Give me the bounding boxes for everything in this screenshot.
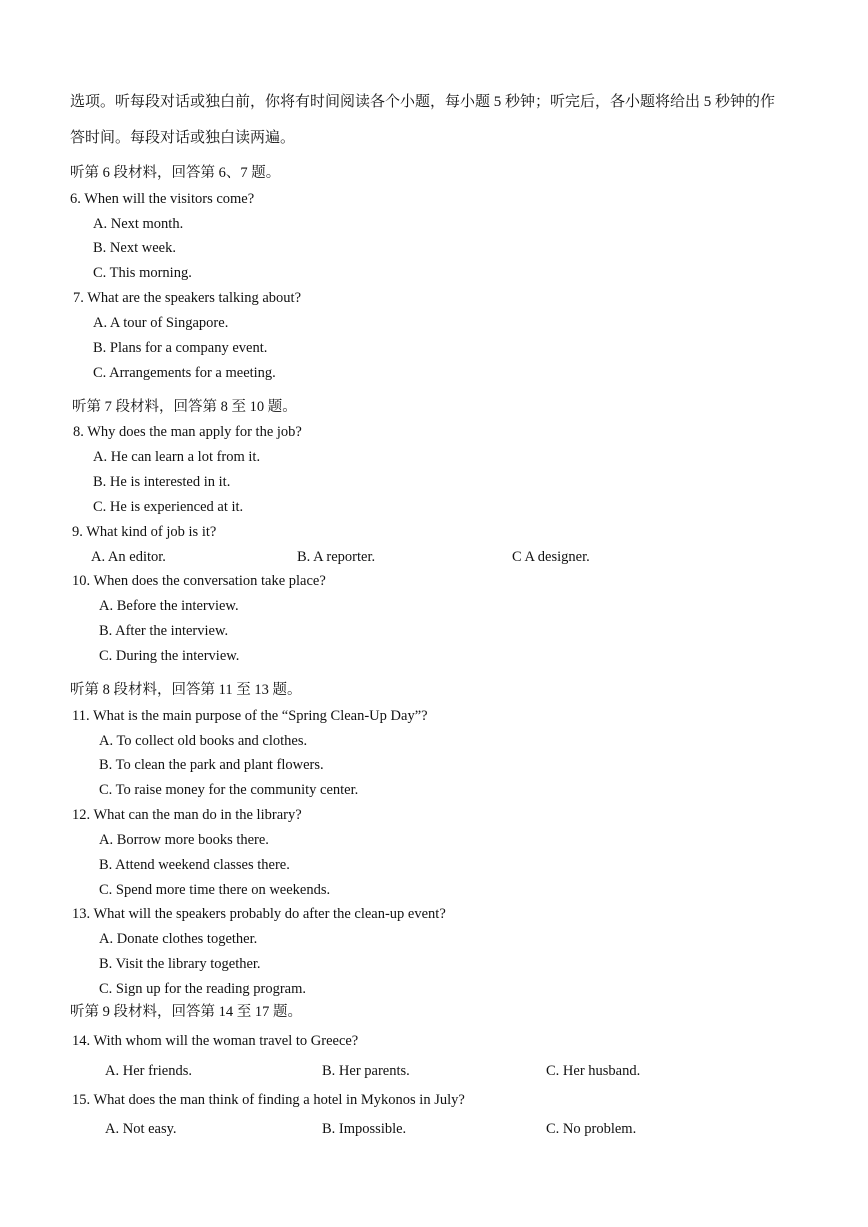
question-11: 11. What is the main purpose of the “Spring Clean-Up Day”? [72,708,428,724]
option-13b: B. Visit the library together. [99,956,261,972]
option-11b: B. To clean the park and plant flowers. [99,757,324,773]
option-6b: B. Next week. [93,240,176,256]
option-10a: A. Before the interview. [99,598,239,614]
option-11c: C. To raise money for the community center. [99,782,359,798]
option-9b: B. A reporter. [297,549,376,565]
option-13c: C. Sign up for the reading program. [99,981,306,997]
option-14b: B. Her parents. [322,1063,410,1079]
section-heading-8: 听第 8 段材料，回答第 11 至 13 题。 [70,682,302,698]
question-15: 15. What does the man think of finding a hotel in Mykonos in July? [72,1092,465,1108]
option-7b: B. Plans for a company event. [93,340,268,356]
option-14a: A. Her friends. [105,1063,192,1079]
option-7a: A. A tour of Singapore. [93,315,229,331]
option-8b: B. He is interested in it. [93,474,231,490]
section-heading-7: 听第 7 段材料，回答第 8 至 10 题。 [72,399,297,415]
option-9c: C A designer. [512,549,590,565]
option-12b: B. Attend weekend classes there. [99,857,290,873]
question-7: 7. What are the speakers talking about? [73,290,302,306]
option-11a: A. To collect old books and clothes. [99,733,308,749]
option-15c: C. No problem. [546,1121,637,1137]
question-8: 8. Why does the man apply for the job? [73,424,302,440]
intro-line-2: 答时间。每段对话或独白读两遍。 [70,130,296,146]
option-13a: A. Donate clothes together. [99,931,258,947]
option-12c: C. Spend more time there on weekends. [99,882,331,898]
option-14c: C. Her husband. [546,1063,641,1079]
option-9a: A. An editor. [91,549,166,565]
option-8a: A. He can learn a lot from it. [93,449,261,465]
section-heading-9: 听第 9 段材料，回答第 14 至 17 题。 [70,1004,302,1020]
option-6c: C. This morning. [93,265,192,281]
question-6: 6. When will the visitors come? [70,191,255,207]
option-8c: C. He is experienced at it. [93,499,244,515]
question-14: 14. With whom will the woman travel to Greece? [72,1033,359,1049]
question-13: 13. What will the speakers probably do after the clean-up event? [72,906,446,922]
question-12: 12. What can the man do in the library? [72,807,302,823]
question-9: 9. What kind of job is it? [72,524,217,540]
question-10: 10. When does the conversation take place? [72,573,326,589]
option-6a: A. Next month. [93,216,184,232]
option-10c: C. During the interview. [99,648,240,664]
option-10b: B. After the interview. [99,623,229,639]
intro-line-1: 选项。听每段对话或独白前，你将有时间阅读各个小题，每小题 5 秒钟；听完后，各小题将给出 5 秒钟的作 [70,94,776,110]
option-15b: B. Impossible. [322,1121,407,1137]
section-heading-6: 听第 6 段材料，回答第 6、7 题。 [70,165,281,181]
option-15a: A. Not easy. [105,1121,177,1137]
option-12a: A. Borrow more books there. [99,832,269,848]
option-7c: C. Arrangements for a meeting. [93,365,276,381]
